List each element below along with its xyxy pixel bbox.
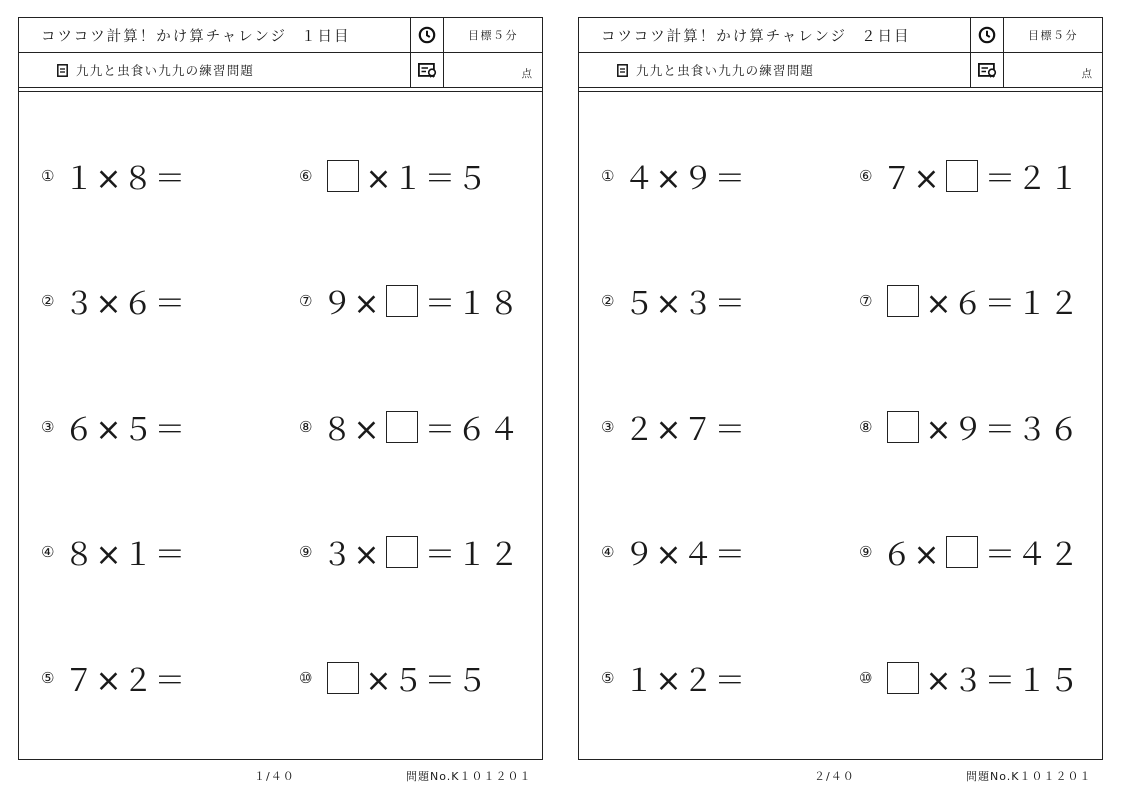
equation-text: ４×９＝ xyxy=(623,161,747,197)
answer-blank-box[interactable] xyxy=(386,285,418,317)
equation-text: １×８＝ xyxy=(63,161,187,197)
answer-blank-box[interactable] xyxy=(327,160,359,192)
equation-text: ６×５＝ xyxy=(63,412,187,448)
equation-text: ＝１８ xyxy=(424,286,521,322)
score-icon-cell xyxy=(971,53,1004,87)
equation-text: ×５＝５ xyxy=(365,663,489,699)
worksheet-title: コツコツ計算！かけ算チャレンジ xyxy=(601,28,848,45)
problem-number: ⑤ xyxy=(41,668,56,687)
problem-item xyxy=(859,153,1080,198)
clock-icon xyxy=(418,26,436,44)
problem-item xyxy=(601,404,746,449)
clock-icon xyxy=(978,26,996,44)
score-icon xyxy=(978,63,997,78)
problem-item xyxy=(601,278,746,323)
goal-cell xyxy=(1004,18,1102,52)
problem-item xyxy=(601,655,746,700)
header-double-rule xyxy=(579,87,1102,92)
subtitle: 九九と虫食い九九の練習問題 xyxy=(636,63,815,78)
equation-text: ３×６＝ xyxy=(63,286,187,322)
goal-time-label: 目標５分 xyxy=(468,29,518,42)
problem-number: ⑧ xyxy=(859,417,874,436)
subtitle-cell xyxy=(579,53,971,87)
problem-number: ① xyxy=(41,166,56,185)
equation-text: ＝１２ xyxy=(424,537,521,573)
equation-text: ＝６４ xyxy=(424,412,521,448)
problem-number: ③ xyxy=(41,417,56,436)
header-subtitle-row xyxy=(19,53,542,87)
answer-blank-box[interactable] xyxy=(887,662,919,694)
equation-text: ×３＝１５ xyxy=(925,663,1081,699)
header-title-row xyxy=(19,18,542,53)
problem-item xyxy=(41,153,186,198)
problem-item xyxy=(41,529,186,574)
equation-prefix: ７× xyxy=(881,161,941,197)
answer-blank-box[interactable] xyxy=(386,536,418,568)
problem-number-code: 問題No.K１０１２０１ xyxy=(966,770,1092,783)
problem-number: ⑨ xyxy=(299,542,314,561)
problem-number: ④ xyxy=(41,542,56,561)
worksheet-day-1 xyxy=(18,17,543,760)
score-field[interactable] xyxy=(1004,53,1102,87)
problem-number: ⑥ xyxy=(859,166,874,185)
problem-item xyxy=(859,404,1080,449)
problem-item xyxy=(601,529,746,574)
page-number: １/４０ xyxy=(254,770,295,783)
score-icon xyxy=(418,63,437,78)
day-label: ２日目 xyxy=(861,28,911,45)
problem-item xyxy=(299,278,520,323)
page-number: ２/４０ xyxy=(814,770,855,783)
worksheet-title: コツコツ計算！かけ算チャレンジ xyxy=(41,28,288,45)
problem-number: ⑨ xyxy=(859,542,874,561)
equation-text: ×６＝１２ xyxy=(925,286,1081,322)
problem-number: ⑧ xyxy=(299,417,314,436)
equation-text: ＝４２ xyxy=(984,537,1081,573)
score-icon-cell xyxy=(411,53,444,87)
subtitle-cell xyxy=(19,53,411,87)
equation-text: ９×４＝ xyxy=(623,537,747,573)
score-field[interactable] xyxy=(444,53,542,87)
problem-item xyxy=(299,655,488,700)
equation-text: １×２＝ xyxy=(623,663,747,699)
problem-item xyxy=(299,404,520,449)
document-icon xyxy=(57,64,68,77)
goal-time-label: 目標５分 xyxy=(1028,29,1078,42)
problem-item xyxy=(41,404,186,449)
answer-blank-box[interactable] xyxy=(946,536,978,568)
problem-number-code: 問題No.K１０１２０１ xyxy=(406,770,532,783)
problem-item xyxy=(859,529,1080,574)
problem-number: ⑥ xyxy=(299,166,314,185)
equation-text: ×１＝５ xyxy=(365,161,489,197)
problem-item xyxy=(299,153,488,198)
answer-blank-box[interactable] xyxy=(946,160,978,192)
header-title-row xyxy=(579,18,1102,53)
problem-item xyxy=(601,153,746,198)
equation-prefix: ８× xyxy=(321,412,381,448)
answer-blank-box[interactable] xyxy=(887,285,919,317)
title-cell xyxy=(579,18,971,52)
score-unit-label: 点 xyxy=(521,68,532,80)
header-double-rule xyxy=(19,87,542,92)
answer-blank-box[interactable] xyxy=(887,411,919,443)
problem-item xyxy=(859,278,1080,323)
day-label: １日目 xyxy=(301,28,351,45)
problem-number: ⑤ xyxy=(601,668,616,687)
problem-item xyxy=(41,655,186,700)
worksheet-day-2 xyxy=(578,17,1103,760)
goal-cell xyxy=(444,18,542,52)
equation-text: ２×７＝ xyxy=(623,412,747,448)
clock-cell xyxy=(411,18,444,52)
problem-item xyxy=(299,529,520,574)
problem-number: ⑦ xyxy=(299,291,314,310)
subtitle: 九九と虫食い九九の練習問題 xyxy=(76,63,255,78)
equation-text: ＝２１ xyxy=(984,161,1081,197)
document-icon xyxy=(617,64,628,77)
equation-prefix: ９× xyxy=(321,286,381,322)
equation-text: ５×３＝ xyxy=(623,286,747,322)
equation-prefix: ３× xyxy=(321,537,381,573)
clock-cell xyxy=(971,18,1004,52)
answer-blank-box[interactable] xyxy=(327,662,359,694)
title-cell xyxy=(19,18,411,52)
score-unit-label: 点 xyxy=(1081,68,1092,80)
problem-number: ① xyxy=(601,166,616,185)
header-subtitle-row xyxy=(579,53,1102,87)
problem-number: ④ xyxy=(601,542,616,561)
answer-blank-box[interactable] xyxy=(386,411,418,443)
problem-item xyxy=(41,278,186,323)
problem-number: ⑩ xyxy=(859,668,874,687)
equation-text: ８×１＝ xyxy=(63,537,187,573)
problem-number: ② xyxy=(601,291,616,310)
problem-number: ⑩ xyxy=(299,668,314,687)
equation-text: ７×２＝ xyxy=(63,663,187,699)
problem-number: ⑦ xyxy=(859,291,874,310)
problem-number: ③ xyxy=(601,417,616,436)
equation-text: ×９＝３６ xyxy=(925,412,1081,448)
equation-prefix: ６× xyxy=(881,537,941,573)
problem-number: ② xyxy=(41,291,56,310)
problem-item xyxy=(859,655,1080,700)
